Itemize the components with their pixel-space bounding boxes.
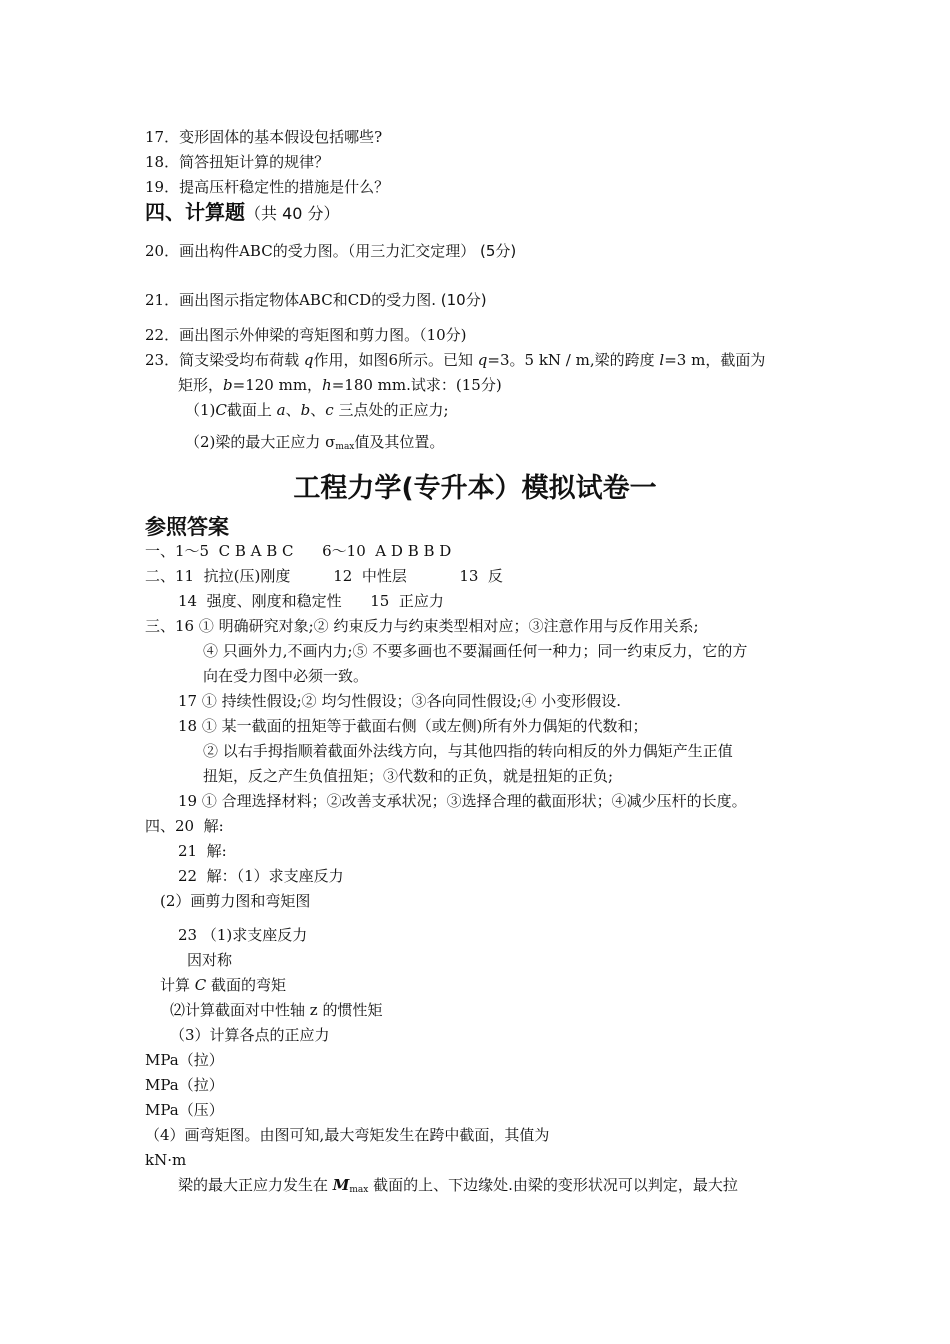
answer-16-line3: 向在受力图中必须一致。 [203,667,369,685]
answer-23-mpa-3: MPa（压） [145,1101,224,1119]
answer-16-line1: 三、16 ① 明确研究对象;② 约束反力与约束类型相对应；③注意作用与反作用关系; [145,617,699,635]
answer-23-max-stress: 梁的最大正应力发生在 $M_{max}$ 截面的上、下边缘处.由梁的变形状况可以判定，最大拉 [178,1176,738,1195]
question-23-sub2: （2)梁的最大正应力 $\sigma_{max}$值及其位置。 [185,433,445,452]
question-19: 19．提高压杆稳定性的措施是什么？ [145,178,390,196]
question-21 [145,290,487,310]
section-points: （共 40 分） [245,204,340,223]
answer-18-line2: ② 以右手拇指顺着截面外法线方向，与其他四指的转向相反的外力偶矩产生正值 [203,742,733,760]
answer-16-line2: ④ 只画外力,不画内力;⑤ 不要多画也不要漏画任何一种力；同一约束反力，它的方 [203,642,748,660]
answer-23-bending-diagram: （4）画弯矩图。由图可知,最大弯矩发生在跨中截面，其值为 [145,1126,550,1144]
answer-part2-line1: 二、11 抗拉(压)刚度 12 中性层 13 反 [145,567,503,585]
answer-22-line1: 22 解：（1）求支座反力 [178,867,344,885]
section-heading-calculation [145,199,340,227]
answer-18-line1: 18 ① 某一截面的扭矩等于截面右侧（或左侧)所有外力偶矩的代数和； [178,717,648,735]
answer-23-line1: 23 （1)求支座反力 [178,926,308,944]
document-title: 工程力学(专升本）模拟试卷一 [293,473,657,504]
answer-23-mpa-2: MPa（拉） [145,1076,224,1094]
question-20-text: 20．画出构件ABC的受力图。（用三力汇交定理） [145,242,476,260]
answers-heading: 参照答案 [145,515,229,539]
question-22: 22．画出图示外伸梁的弯矩图和剪力图。（10分) [145,326,467,344]
question-23-sub1: （1)C截面上 a、b、c 三点处的正应力; [185,401,449,419]
question-17: 17．变形固体的基本假设包括哪些? [145,128,383,146]
question-23-line2: 矩形，b=120 mm，h=180 mm.试求：(15分) [178,376,502,394]
answer-part2-line2: 14 强度、刚度和稳定性 15 正应力 [178,592,444,610]
answer-19: 19 ① 合理选择材料；②改善支承状况；③选择合理的截面形状；④减少压杆的长度。 [178,792,747,810]
question-20-score: (5分) [479,242,517,260]
answer-22-line2: (2）画剪力图和弯矩图 [160,892,311,910]
question-20 [145,241,516,261]
answer-17: 17 ① 持续性假设;② 均匀性假设；③各向同性假设;④ 小变形假设. [178,692,622,710]
question-18: 18．简答扭矩计算的规律？ [145,153,330,171]
answer-18-line3: 扭矩，反之产生负值扭矩；③代数和的正负，就是扭矩的正负; [203,767,614,785]
question-21-text: 21．画出图示指定物体ABC和CD的受力图. [145,291,436,309]
answer-23-symmetry: 因对称 [187,951,233,969]
question-23-line1: 23．简支梁受均布荷载 q作用，如图6所示。已知 q=3。5 kN / m,梁的跨度 l=3 m，截面为 [145,351,766,369]
answer-20: 四、20 解: [145,817,224,835]
answer-23-moment: 计算 C 截面的弯矩 [160,976,287,994]
answer-23-stress: （3）计算各点的正应力 [170,1026,330,1044]
answer-23-mpa-1: MPa（拉） [145,1051,224,1069]
section-title: 四、计算题 [145,200,245,224]
answer-23-inertia: ⑵计算截面对中性轴 z 的惯性矩 [170,1001,383,1019]
answer-23-unit-knm: kN·m [145,1151,187,1169]
answer-21: 21 解: [178,842,227,860]
question-21-score: (10分) [440,291,487,309]
answer-part1: 一、1～5 C B A B C 6～10 A D B B D [145,542,452,560]
